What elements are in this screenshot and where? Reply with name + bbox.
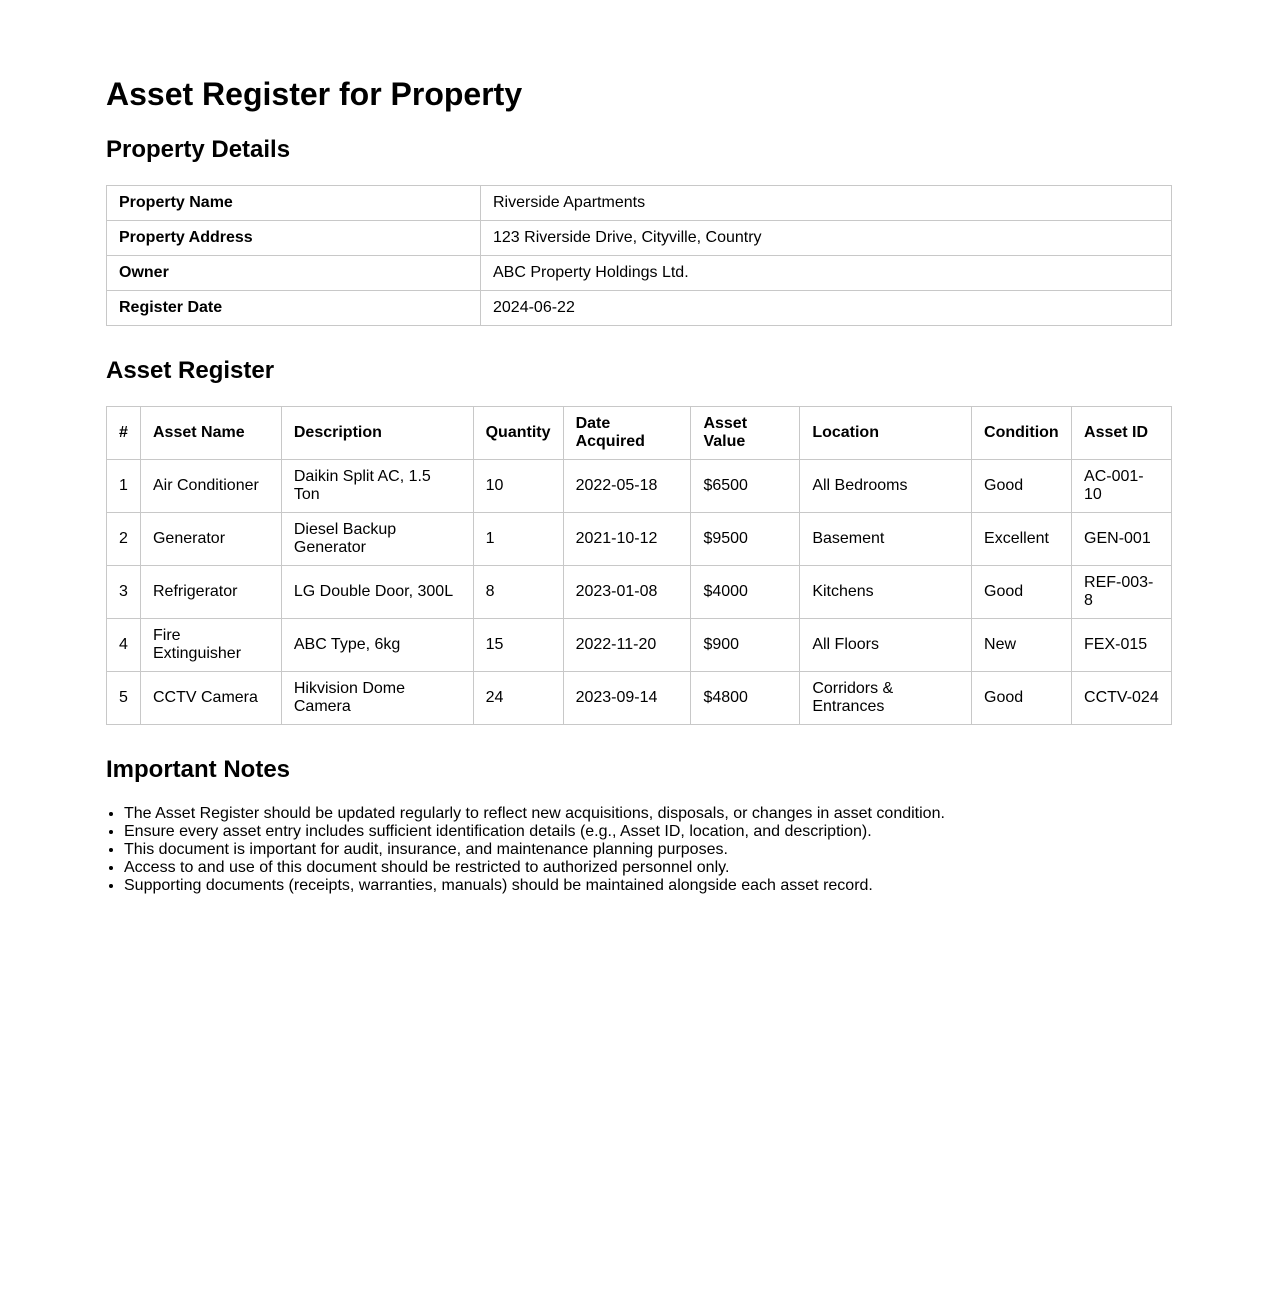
cell-description: LG Double Door, 300L	[281, 566, 473, 619]
column-header-number: #	[107, 407, 141, 460]
cell-asset-value: $900	[691, 619, 800, 672]
cell-asset-value: $4800	[691, 672, 800, 725]
cell-location: Kitchens	[800, 566, 972, 619]
cell-location: Basement	[800, 513, 972, 566]
cell-number: 3	[107, 566, 141, 619]
table-row	[107, 619, 1172, 672]
cell-condition: Excellent	[972, 513, 1072, 566]
cell-date-acquired: 2022-05-18	[563, 460, 691, 513]
column-header-asset-name: Asset Name	[140, 407, 281, 460]
list-item: • The Asset Register should be updated regularly to reflect new acquisitions, disposals, or changes in asset condition.	[124, 805, 1172, 823]
cell-quantity: 24	[473, 672, 563, 725]
cell-asset-value: $6500	[691, 460, 800, 513]
cell-asset-name: Refrigerator	[140, 566, 281, 619]
cell-quantity: 8	[473, 566, 563, 619]
asset-register-heading: Asset Register	[106, 357, 275, 384]
list-item: • Ensure every asset entry includes sufficient identification details (e.g., Asset ID, location, and description).	[124, 823, 1172, 841]
cell-asset-id: CCTV-024	[1072, 672, 1172, 725]
cell-asset-value: $9500	[691, 513, 800, 566]
property-details-heading: Property Details	[106, 136, 291, 163]
column-header-description: Description	[281, 407, 473, 460]
column-header-date-acquired: Date Acquired	[563, 407, 691, 460]
cell-asset-id: GEN-001	[1072, 513, 1172, 566]
cell-number: 2	[107, 513, 141, 566]
cell-description: Diesel Backup Generator	[281, 513, 473, 566]
cell-number: 5	[107, 672, 141, 725]
cell-asset-id: AC-001-10	[1072, 460, 1172, 513]
notes-list	[106, 805, 1172, 895]
cell-asset-name: Fire Extinguisher	[140, 619, 281, 672]
asset-register-table	[106, 406, 1172, 725]
register-date-value: 2024-06-22	[481, 291, 1172, 326]
cell-asset-name: Air Conditioner	[140, 460, 281, 513]
property-address-label: Property Address	[107, 221, 481, 256]
column-header-asset-value: Asset Value	[691, 407, 800, 460]
cell-asset-id: REF-003-8	[1072, 566, 1172, 619]
table-row	[107, 221, 1172, 256]
table-row	[107, 672, 1172, 725]
cell-quantity: 1	[473, 513, 563, 566]
list-item: • This document is important for audit, insurance, and maintenance planning purposes.	[124, 841, 1172, 859]
property-name-label: Property Name	[107, 186, 481, 221]
cell-asset-value: $4000	[691, 566, 800, 619]
cell-condition: Good	[972, 566, 1072, 619]
cell-description: Daikin Split AC, 1.5 Ton	[281, 460, 473, 513]
cell-number: 1	[107, 460, 141, 513]
cell-quantity: 10	[473, 460, 563, 513]
cell-condition: New	[972, 619, 1072, 672]
cell-number: 4	[107, 619, 141, 672]
property-name-value: Riverside Apartments	[481, 186, 1172, 221]
cell-description: ABC Type, 6kg	[281, 619, 473, 672]
property-details-table	[106, 185, 1172, 326]
column-header-location: Location	[800, 407, 972, 460]
table-header-row	[107, 407, 1172, 460]
table-row	[107, 186, 1172, 221]
cell-location: All Floors	[800, 619, 972, 672]
table-row	[107, 513, 1172, 566]
table-row	[107, 291, 1172, 326]
property-address-value: 123 Riverside Drive, Cityville, Country	[481, 221, 1172, 256]
owner-value: ABC Property Holdings Ltd.	[481, 256, 1172, 291]
list-item: • Access to and use of this document should be restricted to authorized personnel only.	[124, 859, 1172, 877]
cell-condition: Good	[972, 672, 1072, 725]
cell-date-acquired: 2023-01-08	[563, 566, 691, 619]
cell-condition: Good	[972, 460, 1072, 513]
cell-date-acquired: 2023-09-14	[563, 672, 691, 725]
owner-label: Owner	[107, 256, 481, 291]
cell-date-acquired: 2022-11-20	[563, 619, 691, 672]
cell-date-acquired: 2021-10-12	[563, 513, 691, 566]
table-row	[107, 256, 1172, 291]
cell-asset-id: FEX-015	[1072, 619, 1172, 672]
cell-location: All Bedrooms	[800, 460, 972, 513]
cell-asset-name: Generator	[140, 513, 281, 566]
list-item: • Supporting documents (receipts, warranties, manuals) should be maintained alongside each asset record.	[124, 877, 1172, 895]
column-header-asset-id: Asset ID	[1072, 407, 1172, 460]
page-title: Asset Register for Property	[106, 76, 523, 112]
column-header-quantity: Quantity	[473, 407, 563, 460]
cell-location: Corridors & Entrances	[800, 672, 972, 725]
cell-asset-name: CCTV Camera	[140, 672, 281, 725]
cell-description: Hikvision Dome Camera	[281, 672, 473, 725]
register-date-label: Register Date	[107, 291, 481, 326]
table-row	[107, 566, 1172, 619]
cell-quantity: 15	[473, 619, 563, 672]
important-notes-heading: Important Notes	[106, 756, 291, 783]
column-header-condition: Condition	[972, 407, 1072, 460]
table-row	[107, 460, 1172, 513]
